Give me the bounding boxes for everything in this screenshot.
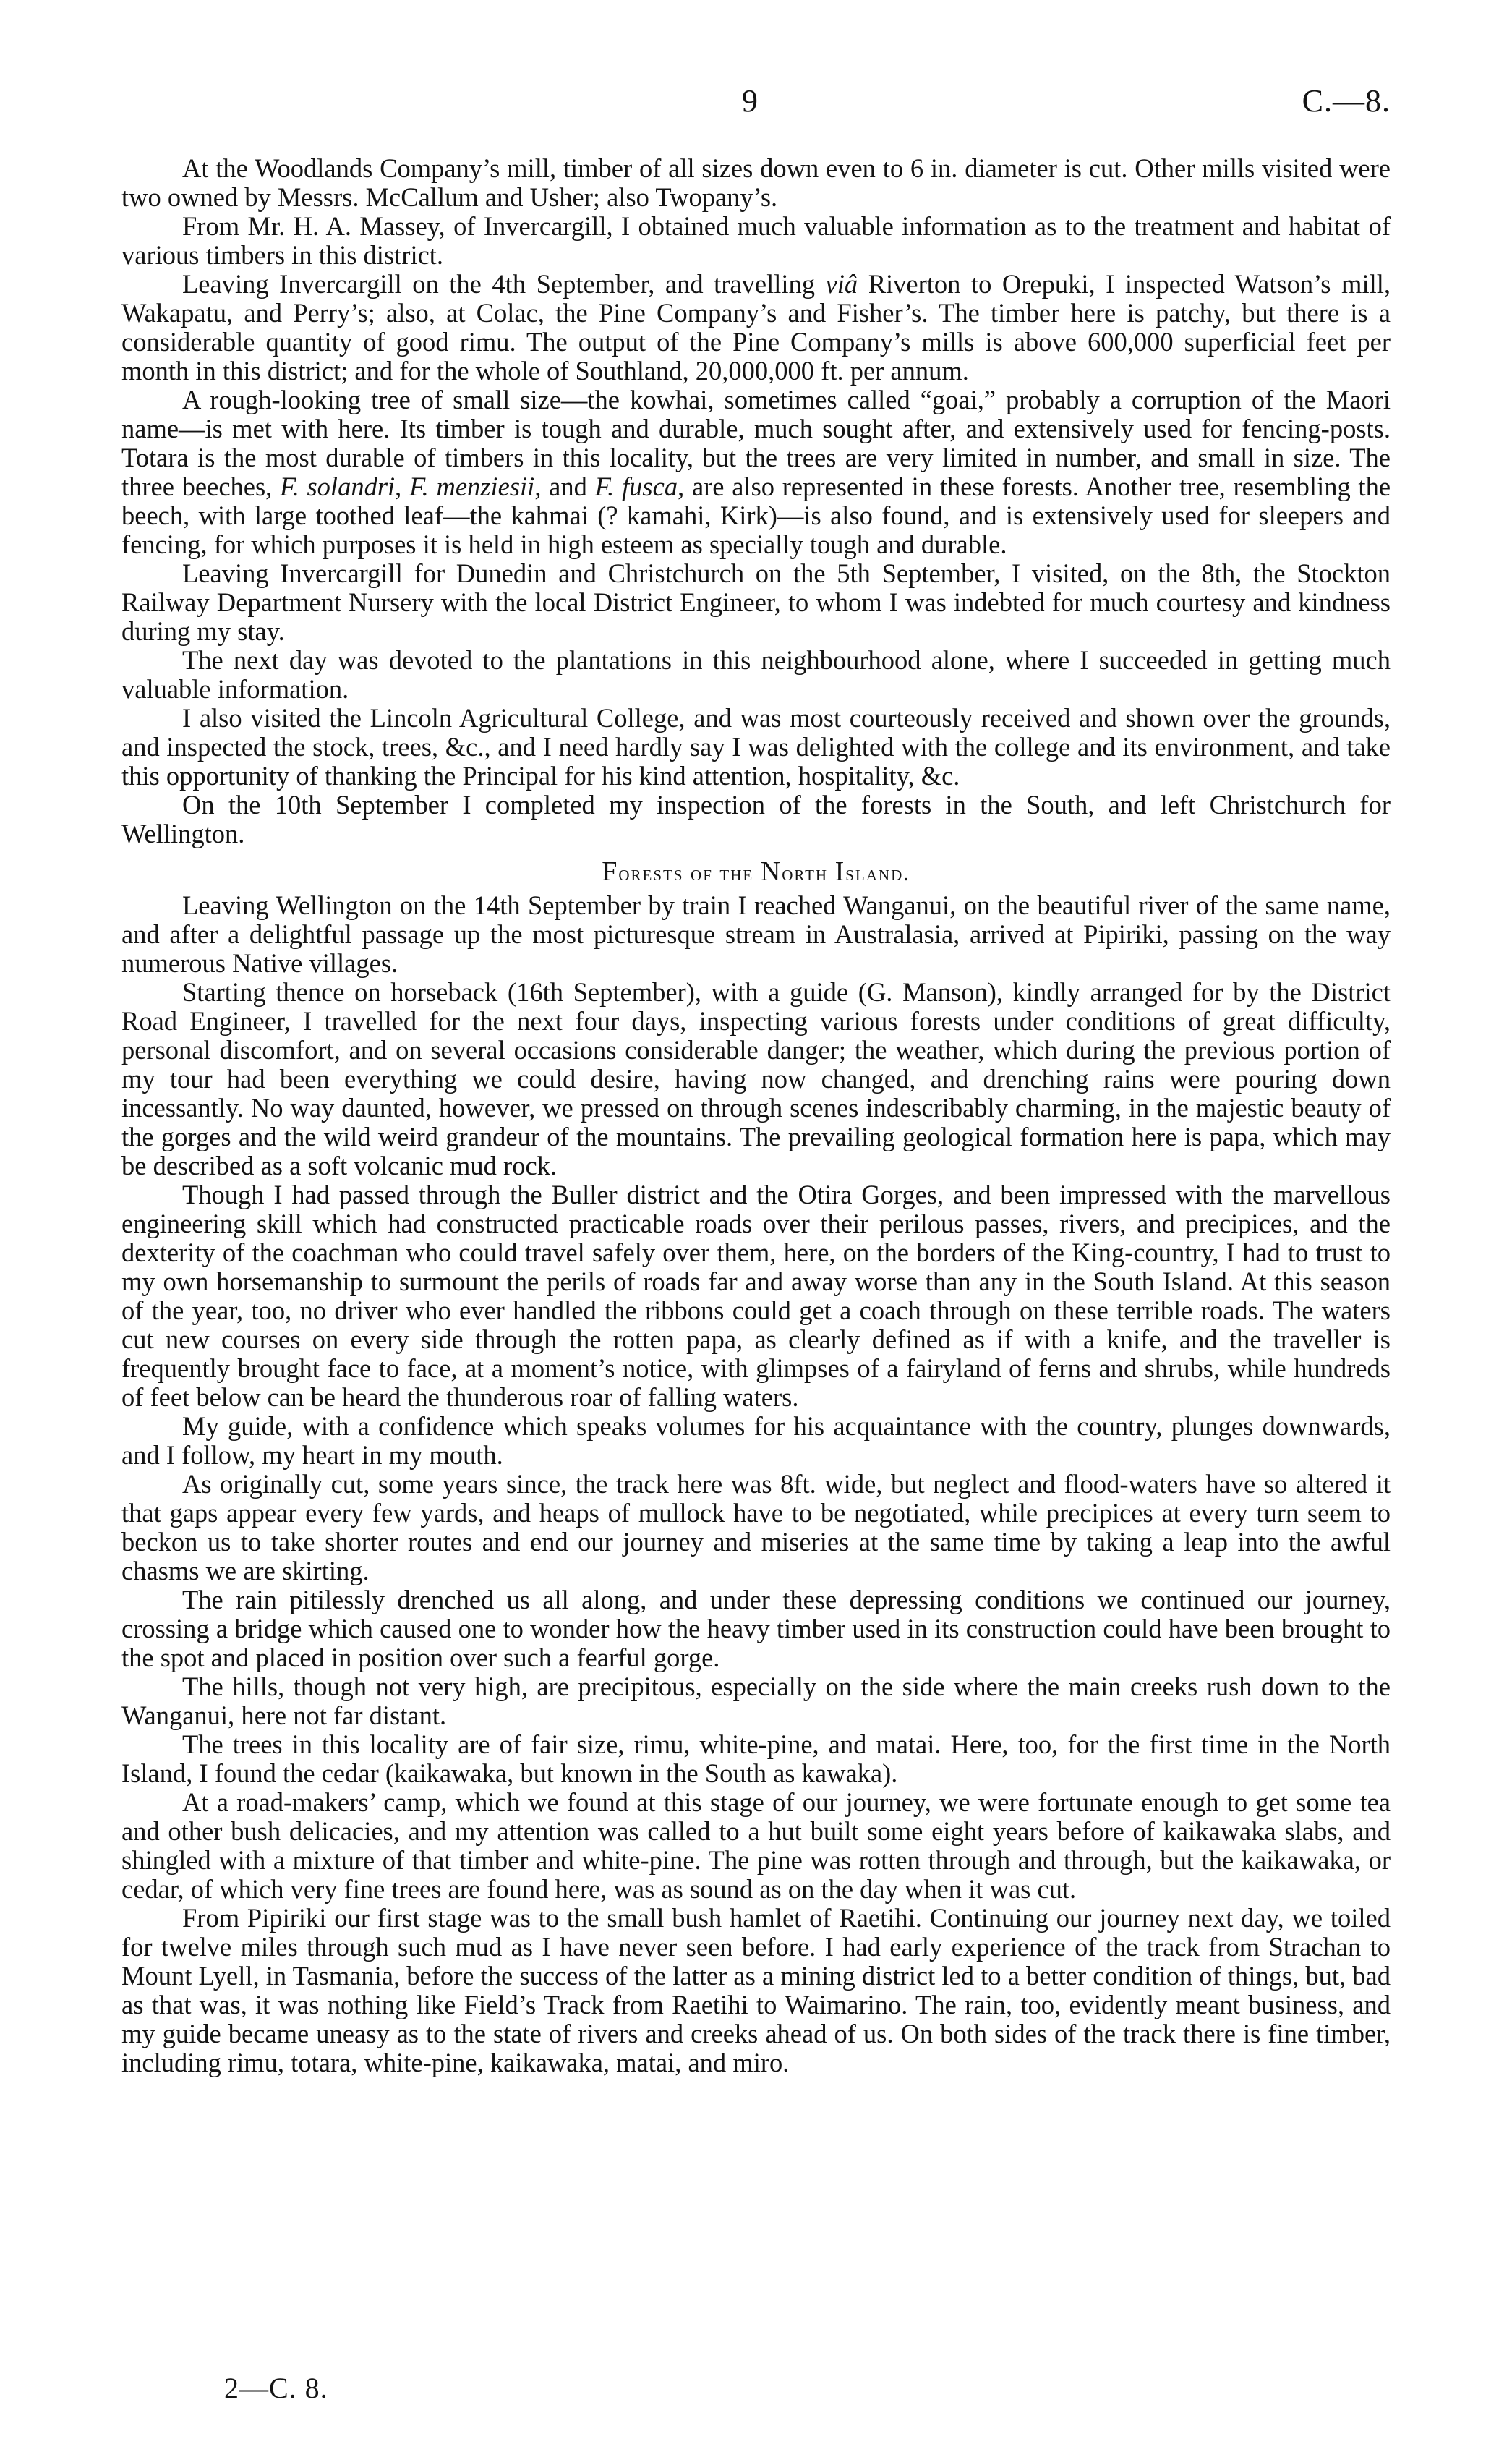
species-name: F. fusca: [594, 472, 678, 501]
italic-text: viâ: [825, 269, 858, 299]
body-text: [121, 154, 1391, 2077]
heading-letter: I: [834, 856, 846, 887]
paragraph: [121, 270, 1391, 386]
species-name: F. menziesii: [409, 472, 535, 501]
paragraph: Leaving Wellington on the 14th September by train I reached Wanganui, on the beautiful river of the same name, and after a delightful passage up the most picturesque stream in Australasia, arrived at Pipiriki, passing on the way numerous Native villages.: [121, 890, 1391, 978]
paragraph: The rain pitilessly drenched us all along, and under these depressing conditions we continued our journey, crossing a bridge which caused one to wonder how the heavy timber used in its construction could have been brought to the spot and placed in position over such a fearful gorge.: [121, 1585, 1391, 1672]
paragraph: At the Woodlands Company’s mill, timber of all sizes down even to 6 in. diameter is cut. Other mills visited were two owned by Messrs. McCallum and Usher; also Twopany’s.: [121, 153, 1391, 212]
paragraph: My guide, with a confidence which speaks volumes for his acquaintance with the country, plunges downwards, and I follow, my heart in my mouth.: [121, 1411, 1391, 1470]
heading-letter: F: [602, 856, 619, 887]
species-name: F. solandri: [280, 472, 396, 501]
text-span: , and: [534, 472, 595, 501]
heading-letter: N: [760, 856, 782, 887]
paragraph: As originally cut, some years since, the track here was 8ft. wide, but neglect and flood-waters have so altered it that gaps appear every few yards, and heaps of mullock have to be negotiated, while precipices at every turn seem to beckon us to take shorter routes and end our journey and miseries at the same time by taking a leap into the awful chasms we are skirting.: [121, 1469, 1391, 1585]
section-heading: [121, 857, 1391, 888]
paragraph: On the 10th September I completed my inspection of the forests in the South, and left Christchurch for Wellington.: [121, 790, 1391, 848]
paragraph: The trees in this locality are of fair size, rimu, white-pine, and matai. Here, too, for the first time in the North Island, I found the cedar (kaikawaka, but known in the South as kawaka).: [121, 1729, 1391, 1788]
heading-text: sland.: [845, 861, 910, 885]
paragraph: At a road-makers’ camp, which we found at this stage of our journey, we were fortunate enough to get some tea and other bush delicacies, and my attention was called to a hut built some eight years before of kaikawaka slabs, and shingled with a mixture of that timber and white-pine. The pine was rotten through and through, but the kaikawaka, or cedar, of which very fine trees are found here, was as sound as on the day when it was cut.: [121, 1787, 1391, 1904]
heading-text: orth: [782, 861, 835, 885]
paragraph: From Mr. H. A. Massey, of Invercargill, I obtained much valuable information as to the treatment and habitat of various timbers in this district.: [121, 211, 1391, 270]
footer-signature: 2—C. 8.: [224, 2372, 328, 2404]
heading-text: orests of the: [618, 861, 761, 885]
paragraph: Though I had passed through the Buller district and the Otira Gorges, and been impressed with the marvellous engineering skill which had constructed practicable roads over their perilous passes, rivers, and precipices, and the dexterity of the coachman who could travel safely over them, here, on the borders of the King-country, I had to trust to my own horsemanship to surmount the perils of roads far and away worse than any in the South Island. At this season of the year, too, no driver who ever handled the ribbons could get a coach through on these terrible roads. The waters cut new courses on every side through the rotten papa, as clearly defined as if with a knife, and the traveller is frequently brought face to face, at a moment’s notice, with glimpses of a fairyland of ferns and shrubs, while hundreds of feet below can be heard the thunderous roar of falling waters.: [121, 1180, 1391, 1412]
paragraph: I also visited the Lincoln Agricultural College, and was most courteously received and shown over the grounds, and inspected the stock, trees, &c., and I need hardly say I was delighted with the college and its environment, and take this opportunity of thanking the Principal for his kind attention, hospitality, &c.: [121, 703, 1391, 791]
paragraph: The next day was devoted to the plantations in this neighbourhood alone, where I succeeded in getting much valuable information.: [121, 645, 1391, 704]
paragraph: Starting thence on horseback (16th September), with a guide (G. Manson), kindly arranged for by the District Road Engineer, I travelled for the next four days, inspecting various forests under conditions of great difficulty, personal discomfort, and on several occasions considerable danger; the weather, which during the previous portion of my tour had been everything we could desire, having now changed, and drenching rains were pouring down incessantly. No way daunted, however, we pressed on through scenes indescribably charming, in the majestic beauty of the gorges and the wild weird grandeur of the mountains. The prevailing geological formation here is papa, which may be described as a soft volcanic mud rock.: [121, 977, 1391, 1180]
text-span: A rough-looking tree of small size—the kowhai, sometimes called “goai,” probably a corruption of the Maori name—is met with here. Its timber is tough and durable, much sought after, and extensively used for fencing-posts. Totara is the most durable of timbers in this locality, but the trees are very limited in number, and small in size. The three beeches,: [121, 385, 1391, 501]
page-number: 9: [742, 83, 758, 119]
paragraph: The hills, though not very high, are precipitous, especially on the side where the main creeks rush down to the Wanganui, here not far distant.: [121, 1672, 1391, 1730]
document-reference: C.—8.: [1302, 83, 1391, 119]
paragraph: Leaving Invercargill for Dunedin and Christchurch on the 5th September, I visited, on the 8th, the Stockton Railway Department Nursery with the local District Engineer, to whom I was indebted for much courtesy and kindness during my stay.: [121, 558, 1391, 646]
paragraph: From Pipiriki our first stage was to the small bush hamlet of Raetihi. Continuing our journey next day, we toiled for twelve miles through such mud as I have never seen before. I had early experience of the track from Strachan to Mount Lyell, in Tasmania, before the success of the latter as a mining district led to a better condition of things, but, bad as that was, it was nothing like Field’s Track from Raetihi to Waimarino. The rain, too, evidently meant business, and my guide became uneasy as to the state of rivers and creeks ahead of us. On both sides of the track there is fine timber, including rimu, totara, white-pine, kaikawaka, matai, and miro.: [121, 1903, 1391, 2077]
text-span: , are also represented in these forests. Another tree, resembling the beech, with large toothed leaf—the kahmai (? kamahi, Kirk)—is also found, and is extensively used for sleepers and fencing, for which purposes it is held in high esteem as specially tough and durable.: [121, 472, 1391, 559]
text-span: Leaving Invercargill on the 4th September, and travelling: [182, 269, 826, 299]
text-span: Riverton to Orepuki, I inspected Watson’s mill, Wakapatu, and Perry’s; also, at Colac, the Pine Company’s and Fisher’s. The timber here is patchy, but there is a considerable quantity of good rimu. The output of the Pine Company’s mills is above 600,000 superficial feet per month in this district; and for the whole of Southland, 20,000,000 ft. per annum.: [121, 269, 1391, 386]
text-span: ,: [395, 472, 410, 501]
paragraph: [121, 386, 1391, 559]
